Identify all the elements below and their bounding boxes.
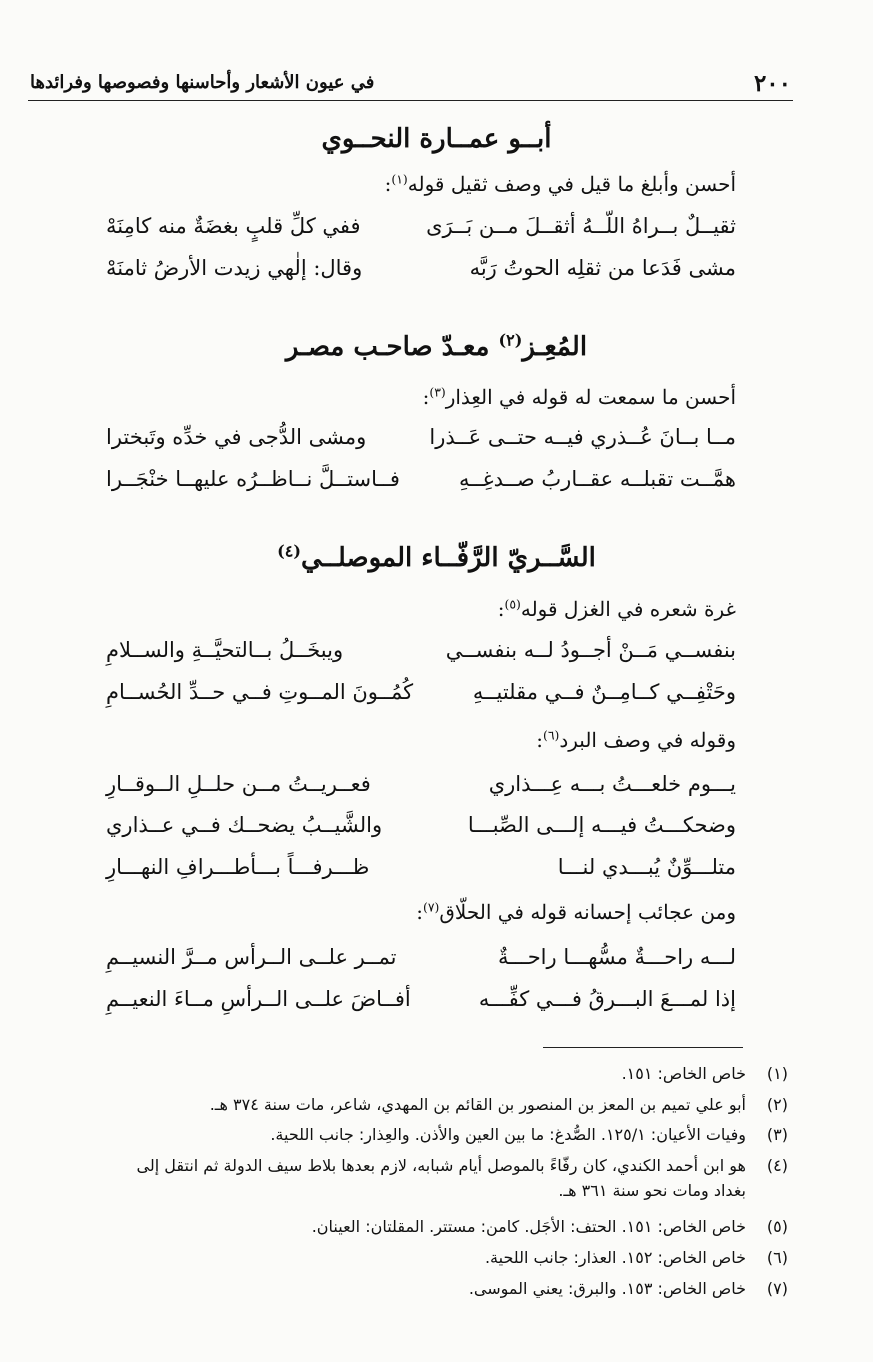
footnote-ref: (٤) — [277, 541, 302, 561]
verse-second-hemistich: ففي كلِّ قلبٍ بغضَةٌ منه كامِنَهْ — [106, 214, 361, 238]
verse-second-hemistich: وقال: إلٰهي زيدت الأرضُ ثامنَهْ — [106, 256, 363, 280]
footnote-number: (٣) — [766, 1125, 788, 1144]
footnote-text: أبو علي تميم بن المعز بن المنصور بن القائم بن المهدي، شاعر، مات سنة ٣٧٤ هـ. — [209, 1095, 746, 1114]
section-intro: ومن عجائب إحسانه قوله في الحلّاق$^{(٧)}$: — [416, 899, 736, 924]
verse-first-hemistich: إذا لمـــعَ البـــرقُ فـــي كفِّـــه — [478, 987, 736, 1011]
verse-first-hemistich: ثقيــلٌ بــراهُ اللّــهُ أثقــلَ مــن بَــرَى — [426, 214, 736, 238]
footnote-number: (٧) — [766, 1279, 788, 1298]
page-number: ٢٠٠ — [753, 70, 791, 97]
footnote — [68, 1156, 788, 1206]
verse-line — [106, 945, 736, 981]
verse-second-hemistich: ومشى الدُّجى في خدِّه وتَبخترا — [106, 425, 367, 449]
footnote-text: خاص الخاص: ١٥١. — [621, 1064, 746, 1083]
footnote-ref: (٥) — [504, 596, 521, 612]
verse-line — [106, 214, 736, 250]
verse-line — [106, 425, 736, 461]
verse-first-hemistich: وحَتْفِــي كــامِــنٌ فــي مقلتيــهِ — [472, 680, 736, 704]
verse-line — [106, 680, 736, 716]
verse-line — [106, 638, 736, 674]
footnote-text-continued: بغداد ومات نحو سنة ٣٦١ هـ. — [558, 1181, 746, 1200]
section-intro: أحسن ما سمعت له قوله في العِذار$^{(٣)}$: — [422, 384, 736, 409]
footnote-text: هو ابن أحمد الكندي، كان رفّاءً بالموصل أيام شبابه، لازم بعدها بلاط سيف الدولة ثم انتقل إلى — [136, 1156, 746, 1175]
verse-second-hemistich: فــاستــلَّ نــاظــرُه عليهــا خنْجَــرا — [106, 467, 400, 491]
footnote-text: خاص الخاص: ١٥١. الحتف: الأجَل. كامن: مستتر. المقلتان: العينان. — [311, 1217, 746, 1236]
verse-first-hemistich: مشى فَدَعا من ثقلِه الحوتُ رَبَّه — [469, 256, 736, 280]
verse-line — [106, 256, 736, 292]
verse-line — [106, 467, 736, 503]
verse-first-hemistich: همَّــت تقبلــه عقــاربُ صــدغِــهِ — [459, 467, 736, 491]
footnote-text: خاص الخاص: ١٥٢. العذار: جانب اللحية. — [484, 1248, 746, 1267]
verse-second-hemistich: فعــريــتُ مــن حلــلِ الــوقــارِ — [106, 772, 371, 796]
footnote-text: وفيات الأعيان: ١٢٥/١. الصُّدغ: ما بين العين والأذن. والعِذار: جانب اللحية. — [270, 1125, 746, 1144]
verse-second-hemistich: والشَّيــبُ يضحــك فــي عــذاري — [106, 813, 383, 837]
verse-second-hemistich: كُمُــونَ المــوتِ فــي حــدِّ الحُســامِ — [106, 680, 414, 704]
footnote-text: خاص الخاص: ١٥٣. والبرق: يعني الموسى. — [468, 1279, 746, 1298]
footnote-number: (٥) — [766, 1217, 788, 1236]
footnote-ref: (٧) — [423, 899, 440, 915]
verse-first-hemistich: وضحكـــتُ فيـــه إلـــى الصِّبـــا — [467, 813, 736, 837]
footnote-ref: (٢) — [498, 330, 523, 350]
verse-line — [106, 813, 736, 849]
verse-line — [106, 772, 736, 808]
verse-first-hemistich: بنفســي مَــنْ أجــودُ لــه بنفســي — [445, 638, 736, 662]
footnote-ref: (٦) — [543, 727, 560, 743]
footnote-number: (٤) — [766, 1156, 788, 1175]
verse-second-hemistich: ظـــرفـــاً بـــأطـــرافِ النهـــارِ — [106, 855, 370, 879]
footnote-separator — [543, 1047, 743, 1048]
verse-line — [106, 987, 736, 1023]
section-heading: السَّــريّ الرَّفّــاء الموصلــي$^{(٤)}$ — [277, 541, 596, 573]
footnote-number: (٦) — [766, 1248, 788, 1267]
verse-second-hemistich: تمــر علــى الــرأس مــرَّ النسيــمِ — [106, 945, 397, 969]
verse-first-hemistich: لـــه راحـــةٌ مسُّهـــا راحـــةٌ — [497, 945, 736, 969]
running-title: في عيون الأشعار وأحاسنها وفصوصها وفرائدها — [30, 72, 375, 93]
verse-second-hemistich: ويبخَــلُ بــالتحيَّــةِ والســلامِ — [106, 638, 344, 662]
section-intro: وقوله في وصف البرد$^{(٦)}$: — [536, 727, 736, 752]
verse-first-hemistich: يـــوم خلعـــتُ بـــه عِـــذاري — [488, 772, 736, 796]
footnote-ref: (١) — [391, 171, 408, 187]
verse-first-hemistich: متلـــوِّنٌ يُبـــدي لنـــا — [557, 855, 736, 879]
section-heading: أبــو عمــارة النحــوي — [321, 124, 552, 154]
footnote-ref: (٣) — [429, 384, 446, 400]
verse-first-hemistich: مــا بــانَ عُــذري فيــه حتــى عَــذرا — [429, 425, 736, 449]
verse-line — [106, 855, 736, 891]
verse-second-hemistich: أفــاضَ علــى الــرأسِ مــاءَ النعيــمِ — [106, 987, 411, 1011]
section-intro: أحسن وأبلغ ما قيل في وصف ثقيل قوله$^{(١)}$: — [384, 171, 736, 196]
section-intro: غرة شعره في الغزل قوله$^{(٥)}$: — [497, 596, 736, 621]
section-heading: المُعِـز$^{(٢)}$ معـدّ صاحـب مصـر — [285, 330, 588, 362]
footnote-number: (٢) — [766, 1095, 788, 1114]
page-header — [28, 66, 793, 101]
footnote-number: (١) — [766, 1064, 788, 1083]
